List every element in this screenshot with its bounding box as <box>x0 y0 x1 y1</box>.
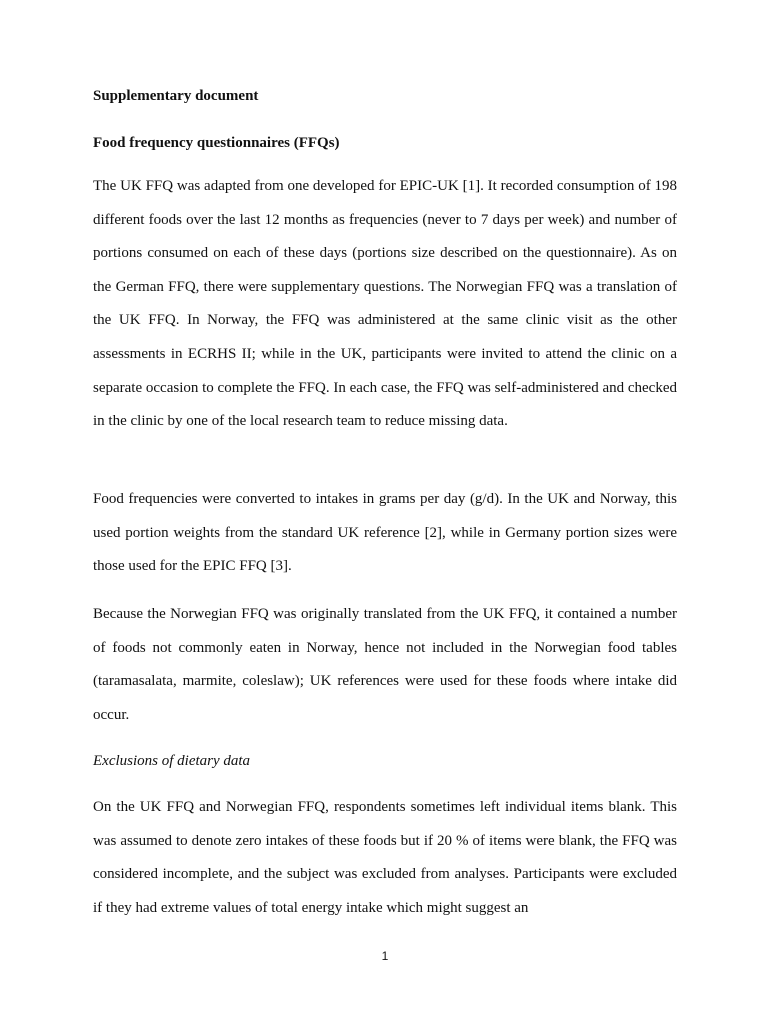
paragraph-uk-ffq: The UK FFQ was adapted from one developed for EPIC-UK [1]. It recorded consumption of 198 different foods over the last 12 months as frequencies (never to 7 days per week) and number of portions consumed on each of these days (portions size described on the questionnaire). As on the German FFQ, there were supplementary questions. The Norwegian FFQ was a translation of the UK FFQ. In Norway, the FFQ was administered at the same clinic visit as the other assessments in ECRHS II; while in the UK, participants were invited to attend the clinic on a separate occasion to complete the FFQ. In each case, the FFQ was self-administered and checked in the clinic by one of the local research team to reduce missing data. <box>93 178 677 430</box>
section-heading: Food frequency questionnaires (FFQs) <box>93 135 340 151</box>
paragraph-food-frequencies: Food frequencies were converted to intakes in grams per day (g/d). In the UK and Norway, this used portion weights from the standard UK reference [2], while in Germany portion sizes were those used for the EPIC FFQ [3]. <box>93 491 677 575</box>
paragraph-exclusions: On the UK FFQ and Norwegian FFQ, respondents sometimes left individual items blank. This was assumed to denote zero intakes of these foods but if 20 % of items were blank, the FFQ was considered incomplete, and the subject was excluded from analyses. Participants were excluded if they had extreme values of total energy intake which might suggest an <box>93 799 677 916</box>
document-title: Supplementary document <box>93 88 259 104</box>
page-number: 1 <box>381 949 389 963</box>
document-page <box>93 0 677 1024</box>
paragraph-norwegian-ffq: Because the Norwegian FFQ was originally translated from the UK FFQ, it contained a number of foods not commonly eaten in Norway, hence not included in the Norwegian food tables (taramasalata, marmite, coleslaw); UK references were used for these foods where intake did occur. <box>93 606 677 723</box>
subheading-exclusions: Exclusions of dietary data <box>93 753 251 769</box>
